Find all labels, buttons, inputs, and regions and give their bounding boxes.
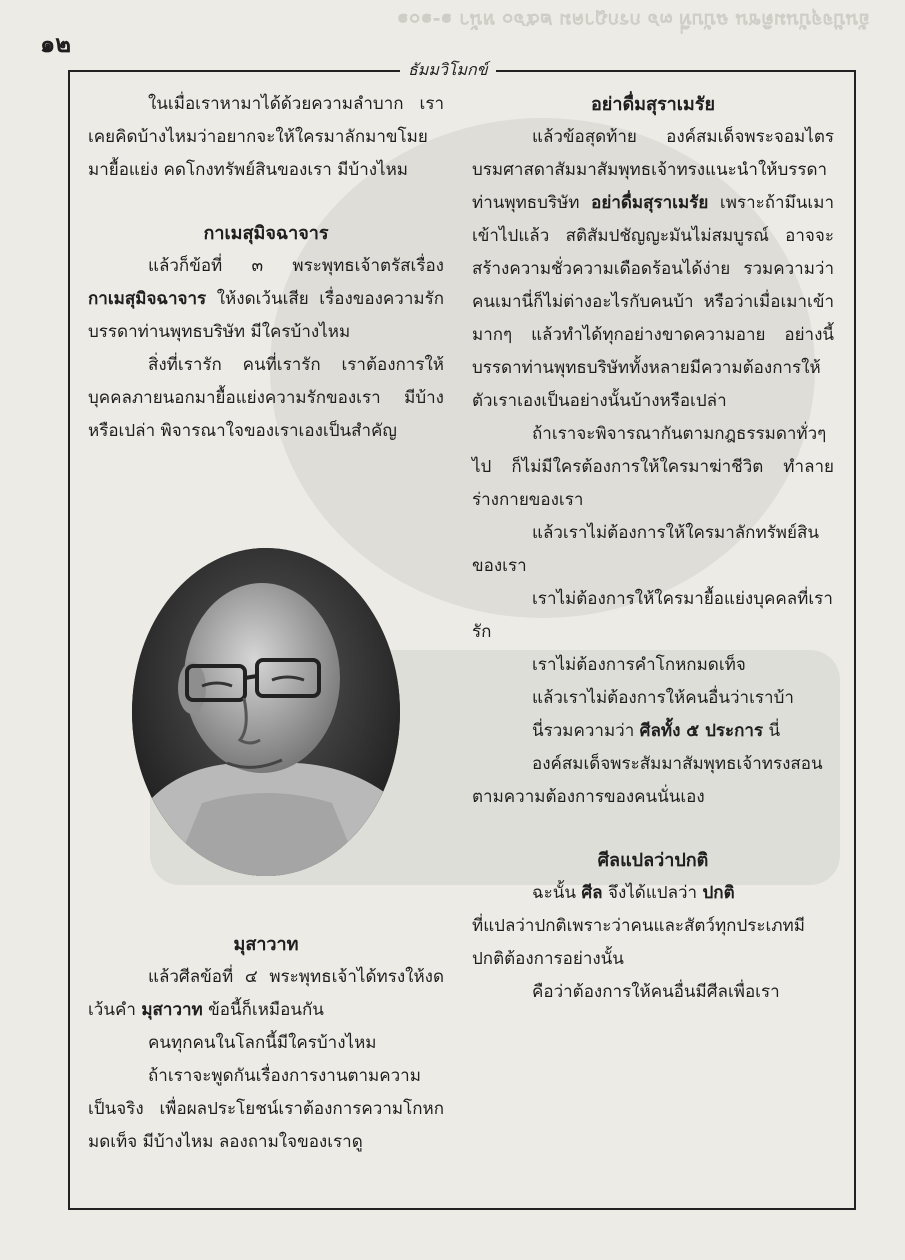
right-paragraph-7: นี่รวมความว่า ศีลทั้ง ๕ ประการ นี่ (532, 721, 781, 741)
left-paragraph-4: แล้วศีลข้อที่ ๔ พระพุทธเจ้าได้ทรงให้งดเว้นคำ มุสาวาท ข้อนี้ก็เหมือนกัน (88, 967, 444, 1020)
left-paragraph-2: แล้วก็ข้อที่ ๓ พระพุทธเจ้าตรัสเรื่อง กาเมสุมิจฉาจาร ให้งดเว้นเสีย เรื่องของความรัก บรรดาท่านพุทธบริษัท มีใครบ้างไหม (88, 256, 444, 342)
term-sila: ศีล (581, 883, 603, 903)
bleed-through-header: อันปัจจุบันมติชน ฉบับที่ ๓๖ กรกฎาคม ๒๕๖๐ หน้า ๑-๑๐๑ (396, 9, 870, 31)
term-musawat: มุสาวาท (141, 1000, 203, 1020)
monk-portrait-photo (132, 548, 400, 876)
term-kamesu: กาเมสุมิจฉาจาร (88, 289, 207, 309)
right-paragraph-6: แล้วเราไม่ต้องการให้คนอื่นว่าเราบ้า (532, 688, 794, 708)
term-normal: ปกติ (702, 883, 735, 903)
left-paragraph-1: ในเมื่อเราหามาได้ด้วยความลำบาก เราเคยคิดบ้างไหมว่าอยากจะให้ใครมาลักมาขโมยมายื้อแย่ง คดโกงทรัพย์สินของเรา มีบ้างไหม (88, 94, 444, 180)
right-paragraph-9: ฉะนั้น ศีล จึงได้แปลว่า ปกติ (532, 883, 735, 903)
running-header: ธัมมวิโมกข์ (400, 58, 496, 83)
term-five-precepts: ศีลทั้ง ๕ ประการ (639, 721, 764, 741)
right-paragraph-11: คือว่าต้องการให้คนอื่นมีศีลเพื่อเรา (532, 982, 780, 1002)
right-paragraph-1: แล้วข้อสุดท้าย องค์สมเด็จพระจอมไตรบรมศาสดาสัมมาสัมพุทธเจ้าทรงแนะนำให้บรรดาท่านพุทธบริษัท อย่าดื่มสุราเมรัย เพราะถ้ามึนเมาเข้าไปแล้ว สติสัมปชัญญะมันไม่สมบูรณ์ อาจจะสร้างความชั่วความเดือดร้อนได้ง่าย รวมความว่าคนเมานี่ก็ไม่ต่างอะไรกับคนบ้า หรือว่าเมื่อเมาเข้ามากๆ แล้วทำได้ทุกอย่างขาดความอาย อย่างนี้บรรดาท่านพุทธบริษัททั้งหลายมีความต้องการให้ตัวเราเองเป็นอย่างนั้นบ้างหรือเปล่า (472, 127, 834, 411)
left-column-top (88, 88, 444, 448)
right-paragraph-8: องค์สมเด็จพระสัมมาสัมพุทธเจ้าทรงสอนตามความต้องการของคนนั่นเอง (472, 754, 823, 807)
left-column-bottom (88, 928, 444, 1159)
heading-no-alcohol: อย่าดื่มสุราเมรัย (590, 94, 715, 115)
right-column (472, 88, 834, 1009)
heading-kamesu: กาเมสุมิจฉาจาร (203, 223, 329, 244)
right-paragraph-4: เราไม่ต้องการให้ใครมายื้อแย่งบุคคลที่เรารัก (472, 589, 833, 642)
heading-musawat: มุสาวาท (233, 934, 299, 955)
right-paragraph-10: ที่แปลว่าปกติเพราะว่าคนและสัตว์ทุกประเภทมีปกติต้องการอย่างนั้น (472, 916, 805, 969)
left-paragraph-3: สิ่งที่เรารัก คนที่เรารัก เราต้องการให้บุคคลภายนอกมายื้อแย่งความรักของเรา มีบ้างหรือเปล่า พิจารณาใจของเราเองเป็นสำคัญ (88, 355, 444, 441)
left-paragraph-5: คนทุกคนในโลกนี้มีใครบ้างไหม (148, 1033, 377, 1053)
portrait-image (132, 548, 400, 876)
right-paragraph-5: เราไม่ต้องการคำโกหกมดเท็จ (532, 655, 746, 675)
heading-sila-normal: ศีลแปลว่าปกติ (597, 850, 709, 871)
right-paragraph-3: แล้วเราไม่ต้องการให้ใครมาลักทรัพย์สินของเรา (472, 523, 819, 576)
left-paragraph-6: ถ้าเราจะพูดกันเรื่องการงานตามความเป็นจริง เพื่อผลประโยชน์เราต้องการความโกหกมดเท็จ มีบ้างไหม ลองถามใจของเราดู (88, 1066, 444, 1152)
term-no-alcohol: อย่าดื่มสุราเมรัย (591, 193, 709, 213)
page-number: ๑๒ (40, 30, 72, 58)
right-paragraph-2: ถ้าเราจะพิจารณากันตามกฎธรรมดาทั่วๆ ไป ก็ไม่มีใครต้องการให้ใครมาฆ่าชีวิต ทำลายร่างกายของเรา (472, 424, 834, 510)
